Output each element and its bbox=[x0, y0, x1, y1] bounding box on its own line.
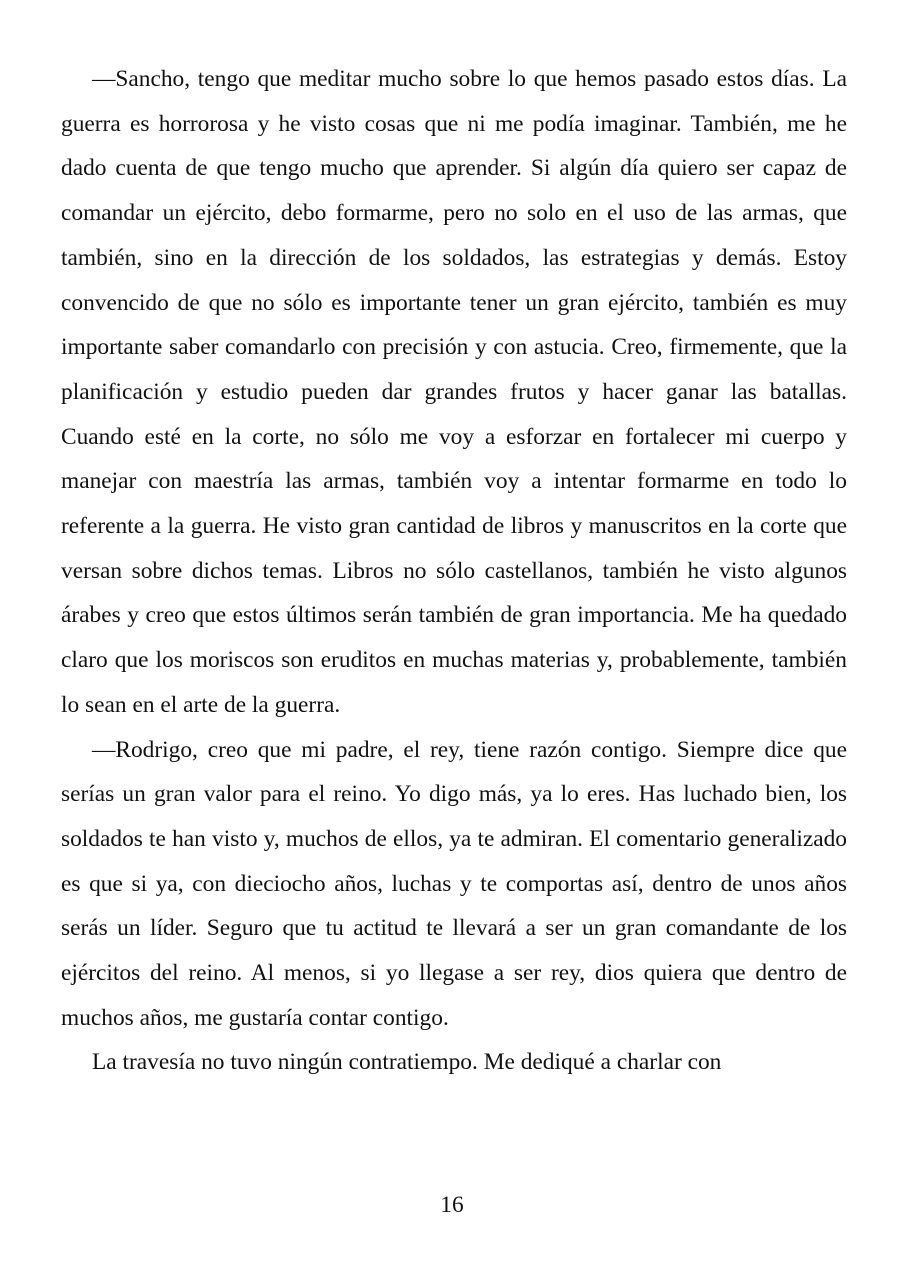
page-number: 16 bbox=[440, 1192, 464, 1218]
paragraph-sancho-speech: —Sancho, tengo que meditar mucho sobre lo que hemos pasado estos días. La guerra es horrorosa y he visto cosas que ni me podía imaginar. También, me he dado cuenta de que tengo mucho que aprender. Si algún día quiero ser capaz de comandar un ejército, debo formarme, pero no solo en el uso de las armas, que también, sino en la dirección de los soldados, las estrategias y demás. Estoy convencido de que no sólo es importante tener un gran ejército, también es muy importante saber comandarlo con precisión y con astucia. Creo, firmemente, que la planificación y estudio pueden dar grandes frutos y hacer ganar las batallas. Cuando esté en la corte, no sólo me voy a esforzar en fortalecer mi cuerpo y manejar con maestría las armas, también voy a intentar formarme en todo lo referente a la guerra. He visto gran cantidad de libros y manuscritos en la corte que versan sobre dichos temas. Libros no sólo castellanos, también he visto algunos árabes y creo que estos últimos serán también de gran importancia. Me ha quedado claro que los moriscos son eruditos en muchas materias y, probablemente, también lo sean en el arte de la guerra. bbox=[61, 66, 847, 718]
body-text bbox=[61, 57, 847, 1085]
paragraph-narration: La travesía no tuvo ningún contratiempo. Me dediqué a charlar con bbox=[92, 1049, 722, 1076]
paragraph-rodrigo-reply: —Rodrigo, creo que mi padre, el rey, tiene razón contigo. Siempre dice que serías un gran valor para el reino. Yo digo más, ya lo eres. Has luchado bien, los soldados te han visto y, muchos de ellos, ya te admiran. El comentario generalizado es que si ya, con dieciocho años, luchas y te comportas así, dentro de unos años serás un líder. Seguro que tu actitud te llevará a ser un gran comandante de los ejércitos del reino. Al menos, si yo llegase a ser rey, dios quiera que dentro de muchos años, me gustaría contar contigo. bbox=[61, 736, 847, 1031]
